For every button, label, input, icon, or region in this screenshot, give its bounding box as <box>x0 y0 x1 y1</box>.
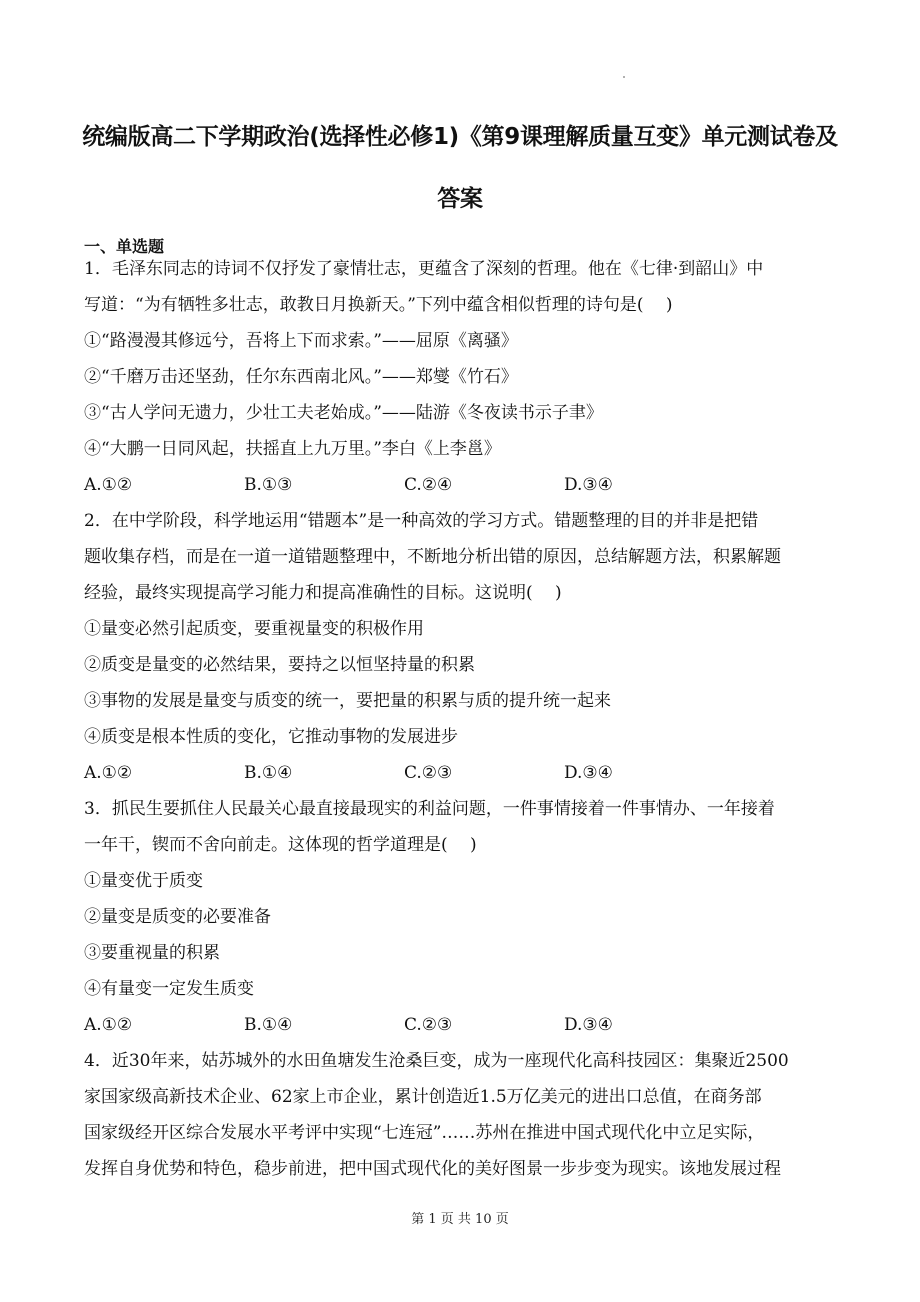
q2-item-3: ③事物的发展是量变与质变的统一，要把量的积累与质的提升统一起来 <box>84 691 611 711</box>
q1-item-1: ①“路漫漫其修远兮，吾将上下而求索。”——屈原《离骚》 <box>84 331 518 351</box>
document-title-line-1: 统编版高二下学期政治(选择性必修1)《第9课理解质量互变》单元测试卷及 <box>82 124 838 150</box>
q1-item-3: ③“古人学问无遗力，少壮工夫老始成。”——陆游《冬夜读书示子聿》 <box>84 403 603 423</box>
q2-stem-line-2: 题收集存档，而是在一道一道错题整理中，不断地分析出错的原因，总结解题方法，积累解题 <box>84 547 781 567</box>
section-heading: 一、单选题 <box>84 237 165 256</box>
q1-item-2: ②“千磨万击还坚劲，任尔东西南北风。”——郑燮《竹石》 <box>84 367 518 387</box>
q3-item-4: ④有量变一定发生质变 <box>84 979 254 999</box>
q3-item-1: ①量变优于质变 <box>84 871 203 891</box>
q3-item-2: ②量变是质变的必要准备 <box>84 907 271 927</box>
q1-option-b[interactable]: B.①③ <box>244 475 293 495</box>
q1-stem-line-2: 写道：“为有牺牲多壮志，敢教日月换新天。”下列中蕴含相似哲理的诗句是( ) <box>84 295 673 315</box>
q3-item-3: ③要重视量的积累 <box>84 943 220 963</box>
q3-stem-line-2: 一年干，锲而不舍向前走。这体现的哲学道理是( ) <box>84 835 477 855</box>
q2-stem-line-3: 经验，最终实现提高学习能力和提高准确性的目标。这说明( ) <box>84 583 562 603</box>
q1-stem-line-1: 1．毛泽东同志的诗词不仅抒发了豪情壮志，更蕴含了深刻的哲理。他在《七律·到韶山》中 <box>84 259 764 279</box>
q1-option-d[interactable]: D.③④ <box>564 475 613 495</box>
page-footer: 第 1 页 共 10 页 <box>411 1212 509 1227</box>
q1-item-4: ④“大鹏一日同风起，扶摇直上九万里。”李白《上李邕》 <box>84 439 501 459</box>
q2-stem-line-1: 2．在中学阶段，科学地运用“错题本”是一种高效的学习方式。错题整理的目的并非是把错 <box>84 511 759 531</box>
q4-stem-line-1: 4．近30年来，姑苏城外的水田鱼塘发生沧桑巨变，成为一座现代化高科技园区：集聚近2500 <box>84 1051 789 1071</box>
q3-stem-line-1: 3．抓民生要抓住人民最关心最直接最现实的利益问题，一件事情接着一件事情办、一年接着 <box>84 799 775 819</box>
q2-options <box>84 763 784 783</box>
q1-options <box>84 475 784 495</box>
q1-option-c[interactable]: C.②④ <box>404 475 453 495</box>
q3-option-d[interactable]: D.③④ <box>564 1015 613 1035</box>
q2-option-c[interactable]: C.②③ <box>404 763 453 783</box>
q2-item-1: ①量变必然引起质变，要重视量变的积极作用 <box>84 619 424 639</box>
q2-option-b[interactable]: B.①④ <box>244 763 293 783</box>
q3-option-b[interactable]: B.①④ <box>244 1015 293 1035</box>
q4-stem-line-2: 家国家级高新技术企业、62家上市企业，累计创造近1.5万亿美元的进出口总值，在商务部 <box>84 1087 762 1107</box>
q2-option-a[interactable]: A.①② <box>84 763 133 783</box>
q1-option-a[interactable]: A.①② <box>84 475 133 495</box>
q3-option-a[interactable]: A.①② <box>84 1015 133 1035</box>
q3-option-c[interactable]: C.②③ <box>404 1015 453 1035</box>
q4-stem-line-3: 国家级经开区综合发展水平考评中实现“七连冠”……苏州在推进中国式现代化中立足实际， <box>84 1123 765 1143</box>
scan-dot <box>623 76 625 78</box>
document-title-line-2: 答案 <box>437 186 483 212</box>
q3-options <box>84 1015 784 1035</box>
q2-option-d[interactable]: D.③④ <box>564 763 613 783</box>
q2-item-4: ④质变是根本性质的变化，它推动事物的发展进步 <box>84 727 458 747</box>
q2-item-2: ②质变是量变的必然结果，要持之以恒坚持量的积累 <box>84 655 475 675</box>
q4-stem-line-4: 发挥自身优势和特色，稳步前进，把中国式现代化的美好图景一步步变为现实。该地发展过程 <box>84 1159 781 1179</box>
